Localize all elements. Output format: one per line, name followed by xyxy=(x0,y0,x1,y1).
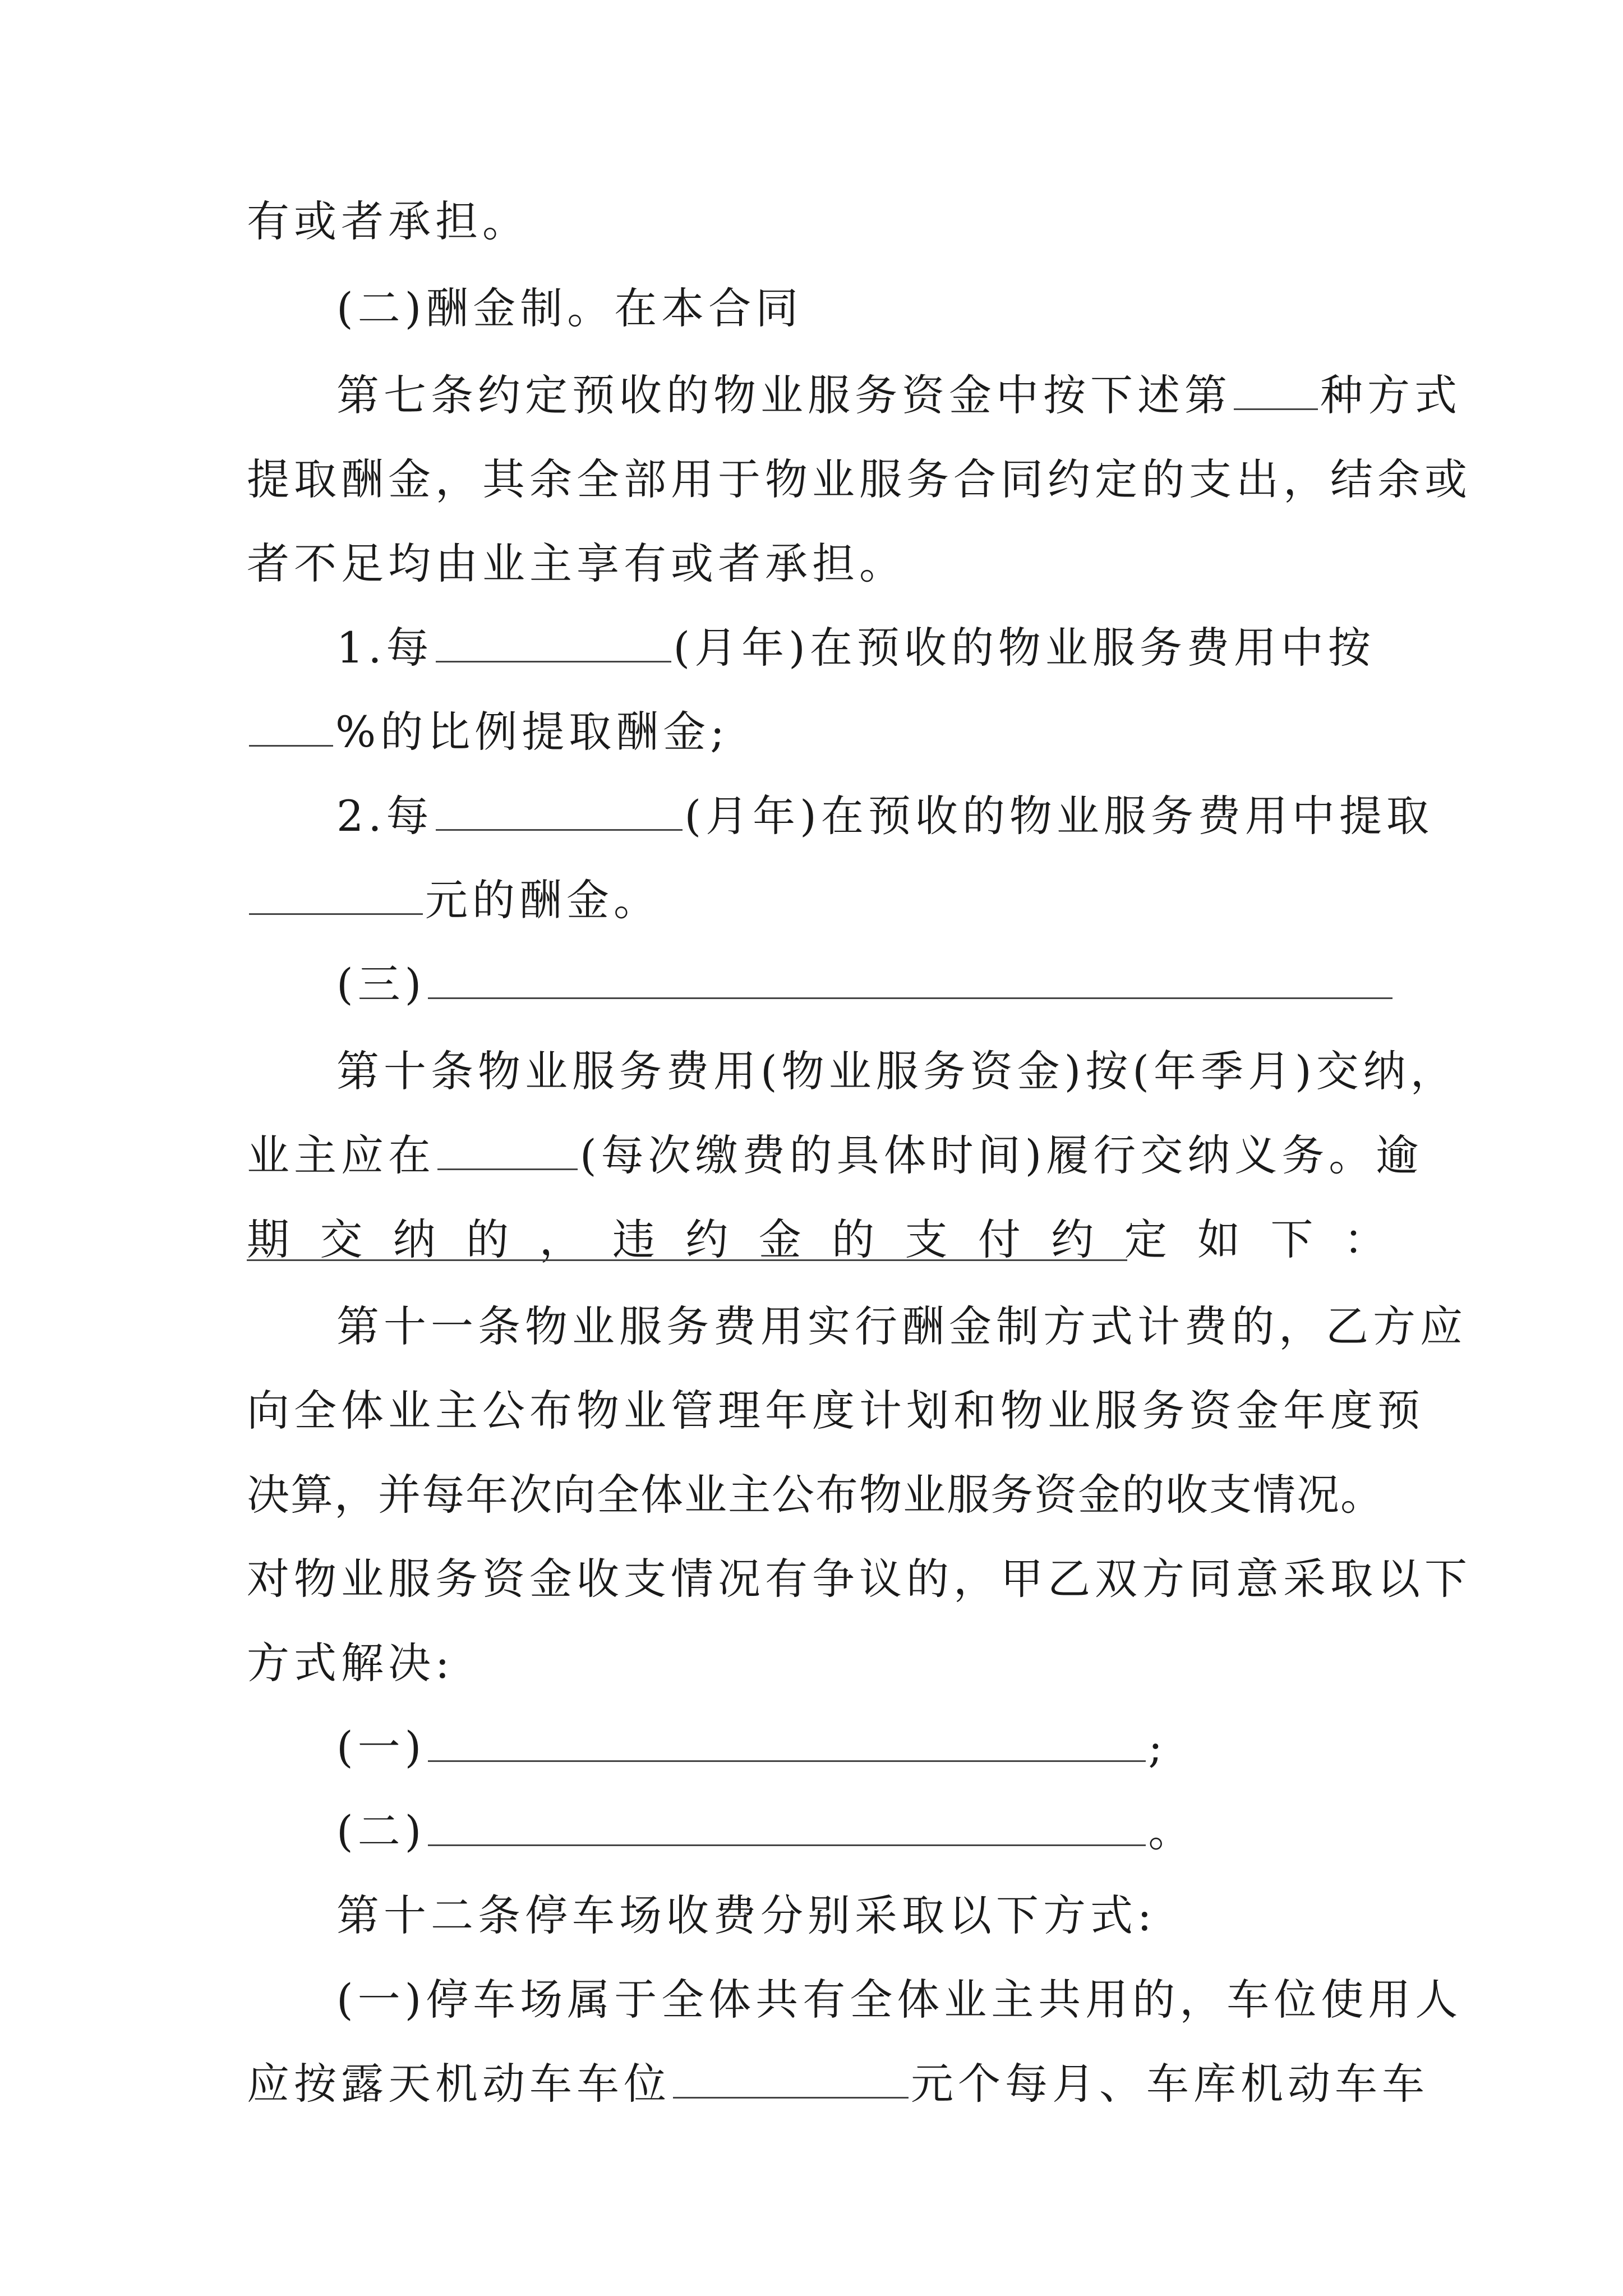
item-1-line-2 xyxy=(247,701,1391,763)
paragraph-text: (月年)在预收的物业服务费用中提取 xyxy=(684,791,1433,841)
fill-blank[interactable] xyxy=(436,795,683,831)
paragraph-text: 有或者承担。 xyxy=(247,196,529,246)
fill-blank[interactable] xyxy=(428,964,1393,999)
article-10-line-2 xyxy=(247,1125,1423,1186)
text-line xyxy=(247,449,1472,510)
paragraph-text: 种方式 xyxy=(1320,370,1461,420)
paragraph-text: (每次缴费的具体时间)履行交纳义务。逾 xyxy=(580,1130,1423,1180)
text-line xyxy=(247,1632,1391,1694)
paragraph-text: 第七条约定预收的物业服务资金中按下述第 xyxy=(336,370,1232,420)
paragraph-text: (一)停车场属于全体共有全体业主共用的，车位使用人 xyxy=(336,1975,1463,2024)
option-2-line xyxy=(336,1801,1391,1862)
justified-char: 支 xyxy=(905,1214,952,1264)
paragraph-text: (月年)在预收的物业服务费用中按 xyxy=(673,623,1375,673)
justified-char: 交 xyxy=(320,1214,367,1264)
article-11-line-1 xyxy=(336,1296,1467,1358)
paragraph-text: 者不足均由业主享有或者承担。 xyxy=(247,539,906,588)
article-10-line-3 xyxy=(247,1209,1391,1271)
paragraph-text: 元个每月、车库机动车车 xyxy=(911,2059,1429,2109)
paragraph-text: 方式解决: xyxy=(247,1638,454,1688)
justified-char: 定 xyxy=(1124,1214,1172,1264)
item-number: (二) xyxy=(336,1806,426,1856)
item-3-line xyxy=(336,954,1391,1015)
paragraph-text: 对物业服务资金收支情况有争议的，甲乙双方同意采取以下 xyxy=(247,1554,1472,1604)
paragraph-text: 业主应在 xyxy=(247,1130,435,1180)
fill-blank[interactable] xyxy=(249,711,333,747)
text-line xyxy=(247,1380,1424,1442)
punctuation: ; xyxy=(1148,1722,1167,1772)
justified-char: ， xyxy=(539,1214,587,1264)
paragraph-text: 第十二条停车场收费分别采取以下方式: xyxy=(336,1890,1156,1940)
paragraph-text: 应按露天机动车车位 xyxy=(247,2059,671,2109)
fill-blank[interactable] xyxy=(1234,375,1318,410)
item-number: 1.每 xyxy=(336,623,434,673)
text-line xyxy=(336,278,1391,339)
fill-blank[interactable] xyxy=(428,1727,1146,1762)
fill-blank[interactable] xyxy=(673,2063,909,2099)
item-2-line-2 xyxy=(247,869,1391,931)
paragraph-text: %的比例提取酬金; xyxy=(335,707,729,757)
article-10-line-1 xyxy=(336,1041,1458,1102)
justified-char: 付 xyxy=(978,1214,1025,1264)
fill-blank-line[interactable] xyxy=(247,1259,1127,1261)
justified-char: 如 xyxy=(1197,1214,1245,1264)
paragraph-text: 向全体业主公布物业管理年度计划和物业服务资金年度预 xyxy=(247,1386,1424,1435)
fill-blank[interactable] xyxy=(436,627,671,662)
paragraph-text: 提取酬金，其余全部用于物业服务合同约定的支出，结余或 xyxy=(247,454,1472,504)
text-line xyxy=(247,1548,1472,1610)
justified-char: 约 xyxy=(1051,1214,1099,1264)
article-12-line-3 xyxy=(247,2053,1429,2115)
text-line xyxy=(247,191,1391,252)
paragraph-text: 决算，并每年次向全体业主公布物业服务资金的收支情况。 xyxy=(247,1470,1384,1520)
justified-char: 的 xyxy=(832,1214,879,1264)
fill-blank[interactable] xyxy=(437,1135,578,1170)
justified-char: 下 xyxy=(1270,1214,1318,1264)
paragraph-text: 元的酬金。 xyxy=(425,875,661,925)
item-number: 2.每 xyxy=(336,791,434,841)
item-number: (三) xyxy=(336,959,426,1009)
text-line xyxy=(247,1464,1391,1526)
article-7-line-1 xyxy=(336,365,1461,426)
justified-char: 的 xyxy=(466,1214,514,1264)
article-12-line-2 xyxy=(336,1969,1463,2031)
item-number: (一) xyxy=(336,1722,426,1772)
paragraph-text: 第十条物业服务费用(物业服务资金)按(年季月)交纳， xyxy=(336,1046,1458,1096)
justified-char: 约 xyxy=(685,1214,733,1264)
fill-blank[interactable] xyxy=(428,1811,1146,1846)
article-12-line-1 xyxy=(336,1885,1391,1947)
justified-char: ： xyxy=(1343,1214,1391,1264)
justified-char: 违 xyxy=(612,1214,660,1264)
option-1-line xyxy=(336,1717,1391,1778)
justified-char: 金 xyxy=(758,1214,806,1264)
justified-char: 纳 xyxy=(393,1214,440,1264)
paragraph-text: (二)酬金制。在本合同 xyxy=(336,283,803,333)
item-1-line-1 xyxy=(336,617,1391,679)
text-line xyxy=(247,533,1391,595)
item-2-line-1 xyxy=(336,785,1433,847)
paragraph-text: 第十一条物业服务费用实行酬金制方式计费的，乙方应 xyxy=(336,1301,1467,1351)
punctuation: 。 xyxy=(1148,1806,1196,1856)
justified-char: 期 xyxy=(247,1214,294,1264)
fill-blank[interactable] xyxy=(249,880,423,915)
